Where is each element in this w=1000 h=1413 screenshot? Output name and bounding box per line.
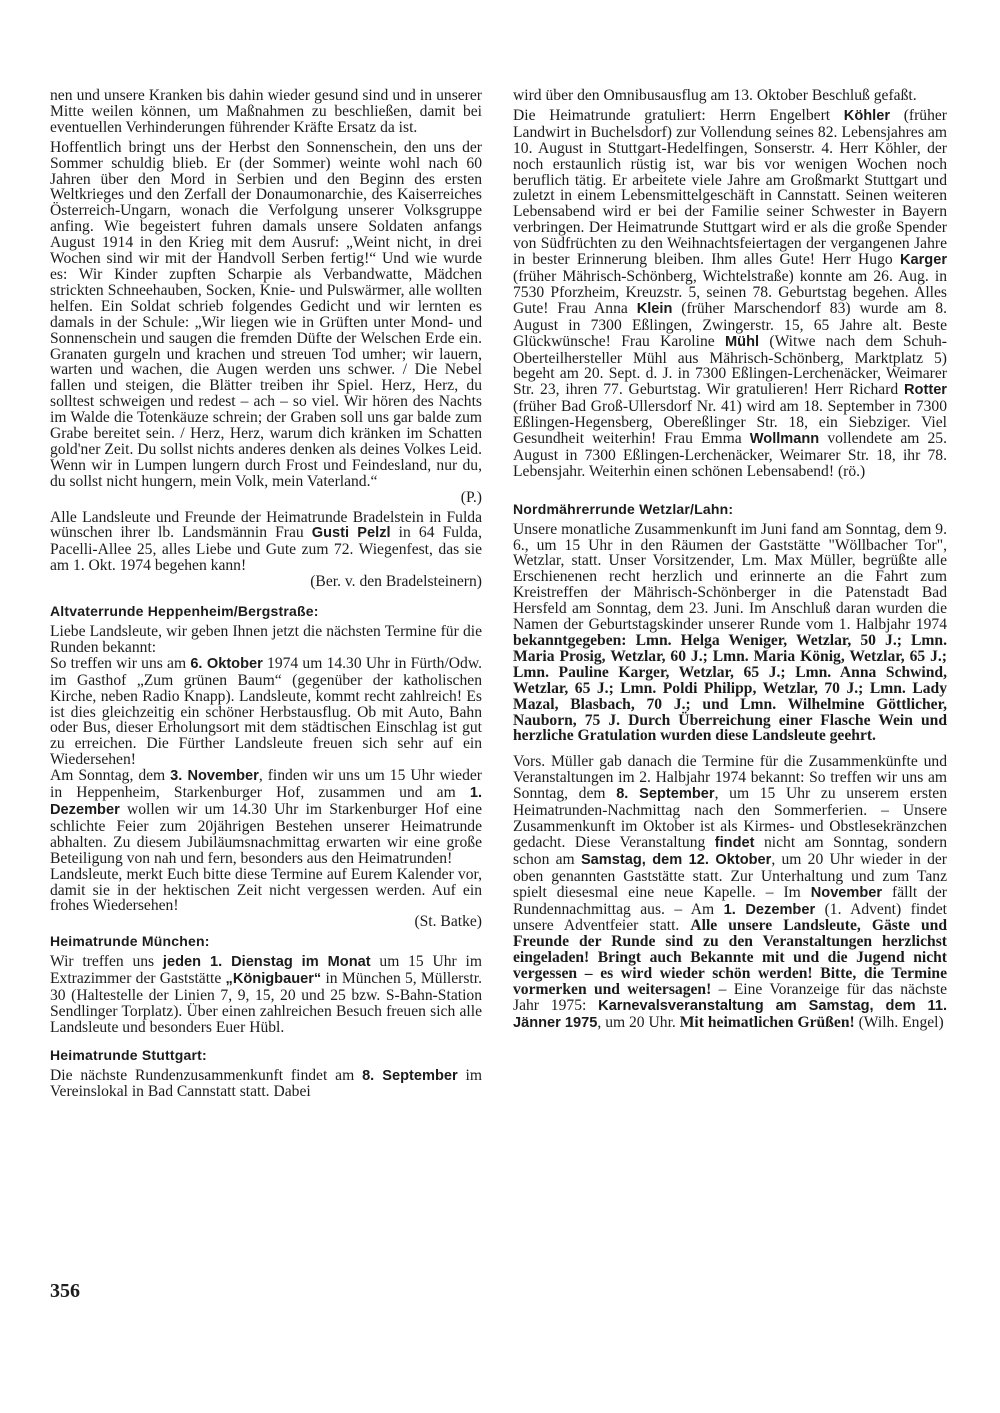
date-highlight: Samstag, dem 12. Oktober: [580, 851, 772, 868]
person-name: Rotter: [904, 382, 947, 399]
section-heading: Nordmährerrunde Wetzlar/Lahn:: [513, 500, 734, 517]
date-highlight: 8. September: [616, 786, 715, 803]
paragraph: Die Heimatrunde gratuliert: Herrn Engelbert Köhler (früher Landwirt in Buchelsdorf) zur Vollendung seines 82. Lebensjahres am 10. August in Stuttgart-Hedelfingen, Sonserstr. 4. Herr Köhler, der noch erstaunlich rüstig ist, war bis vor wenigen Wochen noch beruflich tätig. Er arbeitete viele Jahre am Großmarkt Stuttgart und zuletzt in einem Lebensmittelgeschäft in Cannstatt. Seinen weiteren Lebensabend wird er bei der Familie seiner Schwester in Bayern verbringen. Der Heimatrunde Stuttgart wird er als die große Spender von Südfrüchten zu den Weihnachtsfeiertagen der vergangenen Jahre in bester Erinnerung bleiben. Ihm alles Gute! Herr Hugo Karger (früher Mährisch-Schönberg, Wichtelstraße) konnte am 26. Aug. in 7530 Pforzheim, Kreuzstr. 5, seinen 78. Geburtstag begehen. Alles Gute! Frau Anna Klein (früher Marschendorf 83) wurde am 8. August in 7300 Eßlingen, Zwingerstr. 15, 65 Jahre alt. Beste Glückwünsche! Frau Karoline Mühl (Witwe nach dem Schuh-Oberteilhersteller Mühl aus Mährisch-Schönberg, Marktplatz 5) begeht am 20. Sept. d. J. in 7300 Eßlingen-Lerchenäcker, Weimarer Str. 23, ihren 77. Geburtstag. Wir gratulieren! Herr Richard Rotter (früher Bad Groß-Ullersdorf Nr. 41) wird am 18. September in 7300 Eßlingen-Hegensberg, Obereßlinger Str. 18, ein Siebziger. Viel Gesundheit weiterhin! Frau Emma Wollmann vollendete am 25. August in 7300 Eßlingen-Lerchenäcker, Weimarer Str. 18, ihr 78. Lebensjahr. Weiterhin einen schönen Lebensabend! (rö.): [513, 106, 947, 480]
bold-phrase: Karnevalsveranstaltung am Samstag, dem 11. Jänner 1975: [513, 997, 948, 1031]
date-highlight: 6. Oktober: [190, 655, 263, 672]
bold-phrase: Mit heimatlichen Grüßen!: [679, 1013, 855, 1031]
person-name: Mühl: [725, 333, 760, 350]
paragraph: Unsere monatliche Zusammenkunft im Juni fand am Sonntag, dem 9. 6., um 15 Uhr in den Räumen der Gaststätte "Wöllbacher Tor", Wetzlar, statt. Unser Vorsitzender, Lm. Max Müller, begrüßte alle Erschienenen recht herzlich und erinnerte an die Fahrt zum Kreistreffen der Mährisch-Schönberger in die Patenstadt Bad Hersfeld am Sonntag, dem 23. Juni. Im Anschluß daran wurden die Namen der Geburtstagskinder unserer Runde vom 1. Halbjahr 1974 bekanntgegeben: Lmn. Helga Weniger, Wetzlar, 50 J.; Lmn. Maria Prosig, Wetzlar, 60 J.; Lmn. Maria König, Wetzlar, 65 J.; Lmn. Pauline Karger, Wetzlar, 65 J.; Lmn. Anna Schwind, Wetzlar, 65 J.; Lmn. Poldi Philipp, Wetzlar, 70 J.; Lmn. Lady Mazal, Blasbach, 70 J.; und Lmn. Wilhelmine Göttlicher, Nauborn, 75 J. Durch Überreichung einer Flasche Wein und herzliche Gratulation wurden diese Landsleute geehrt.: [513, 520, 947, 745]
signature: (St. Batke): [414, 913, 482, 931]
date-highlight: 3. November: [170, 768, 259, 785]
person-name: Klein: [636, 300, 673, 317]
section-heading: Heimatrunde München:: [50, 933, 210, 950]
person-name: Gusti Pelzl: [311, 525, 391, 542]
section-heading: Altvaterrunde Heppenheim/Bergstraße:: [50, 603, 319, 620]
signature: (P.): [460, 488, 482, 506]
paragraph: wird über den Omnibusausflug am 13. Oktober Beschluß gefaßt.: [513, 87, 917, 104]
page-number: 356: [50, 1280, 80, 1302]
section-heading: Heimatrunde Stuttgart:: [50, 1046, 207, 1063]
paragraph: Wir treffen uns jeden 1. Dienstag im Monat um 15 Uhr im Extrazimmer der Gaststätte „Königbauer“ in München 5, Müllerstr. 30 (Haltestelle der Linien 7, 9, 15, 20 und 25 bzw. S-Bahn-Station Sendlinger Torplatz). Über einen zahlreichen Besuch freuen sich alle Landsleute und besonders Euer Hübl.: [50, 953, 482, 1036]
left-column: [50, 88, 482, 1104]
bold-phrase: Alle unsere Landsleute, Gäste und Freunde der Runde sind zu den Veranstaltungen herzlichst eingeladen! Bringt auch Bekannte mit und die Jugend nicht vergessen – es wird wieder schön werden! Bitte, die Termine vormerken und weitersagen!: [513, 917, 947, 999]
paragraph: So treffen wir uns am 6. Oktober 1974 um 14.30 Uhr in Fürth/Odw. im Gasthof „Zum grünen Baum“ (gegenüber der katholischen Kirche, neben Radio Knapp). Landsleute, kommt recht zahlreich! Es ist dies gleichzeitig ein schöner Herbstausflug. Ob mit Auto, Bahn oder Bus, dieser Erholungsort mit dem städtischen Einschlag ist gut zu erreichen. Die Fürther Landsleute freuen sich sehr auf ein Wiedersehen!: [50, 654, 482, 769]
date-highlight: 1. Dezember: [50, 785, 482, 818]
person-name: Wollmann: [749, 431, 820, 448]
person-name: Karger: [899, 252, 947, 269]
person-name: Köhler: [843, 107, 891, 124]
paragraph: Landsleute, merkt Euch bitte diese Termine auf Eurem Kalender vor, damit sie in der hektischen Zeit nicht vergessen werden. Auf ein frohes Wiedersehen! (St. Batke): [50, 865, 482, 931]
date-highlight: 8. September: [362, 1067, 458, 1084]
right-column: [513, 88, 947, 1036]
paragraph: Liebe Landsleute, wir geben Ihnen jetzt die nächsten Termine für die Runden bekannt:: [50, 623, 482, 656]
bold-phrase: bekanntgegeben: Lmn. Helga Weniger, Wetzlar, 50 J.; Lmn. Maria Prosig, Wetzlar, 60 J.; Lmn. Maria König, Wetzlar, 65 J.; Lmn. Pauline Karger, Wetzlar, 65 J.; Lmn. Anna Schwind, Wetzlar, 65 J.; Lmn. Poldi Philipp, Wetzlar, 70 J.; Lmn. Lady Mazal, Blasbach, 70 J.; und Lmn. Wilhelmine Göttlicher, Nauborn, 75 J. Durch Überreichung einer Flasche Wein und herzliche Gratulation wurden diese Landsleute geehrt.: [513, 632, 947, 745]
bold-phrase: jeden 1. Dienstag im Monat: [162, 954, 371, 971]
bold-phrase: findet: [714, 834, 755, 851]
paragraph: Vors. Müller gab danach die Termine für die Zusammenkünfte und Veranstaltungen im 2. Halbjahr 1974 bekannt: So treffen wir uns am Sonntag, dem 8. September, um 15 Uhr zu unserem ersten Heimatrunden-Nachmittag nach den Sommerferien. – Unsere Zusammenkunft im Oktober ist als Kirmes- und Obstlesekränzchen gedacht. Diese Veranstaltung findet nicht am Sonntag, sondern schon am Samstag, dem 12. Oktober, um 20 Uhr wieder in der oben genannten Gaststätte statt. Zur Unterhaltung und zum Tanz spielt diesesmal eine neue Kapelle. – Im November fällt der Rundennachmittag aus. – Am 1. Dezember (1. Advent) findet unsere Adventfeier statt. Alle unsere Landsleute, Gäste und Freunde der Runde sind zu den Veranstaltungen herzlichst eingeladen! Bringt auch Bekannte mit und die Jugend nicht vergessen – es wird wieder schön werden! Bitte, die Termine vormerken und weitersagen! – Eine Voranzeige für das nächste Jahr 1975: Karnevalsveranstaltung am Samstag, dem 11. Jänner 1975, um 20 Uhr. Mit heimatlichen Grüßen! (Wilh. Engel): [513, 753, 948, 1031]
paragraph: Am Sonntag, dem 3. November, finden wir uns um 15 Uhr wieder in Heppenheim, Starkenburger Hof, zusammen und am 1. Dezember wollen wir um 14.30 Uhr im Starkenburger Hof eine schlichte Feier zum 20jährigen Bestehen unserer Heimatrunde abhalten. Zu diesem Jubiläumsnachmittag erwarten wir eine große Beteiligung von nah und fern, besonders aus den Heimatrunden!: [50, 767, 482, 867]
paragraph: Die nächste Rundenzusammenkunft findet am 8. September im Vereinslokal in Bad Cannstatt statt. Dabei: [50, 1066, 482, 1101]
paragraph: Alle Landsleute und Freunde der Heimatrunde Bradelstein in Fulda wünschen ihrer lb. Landsmännin Frau Gusti Pelzl in 64 Fulda, Pacelli-Allee 25, alles Liebe und Gute zum 72. Wiegenfest, das sie am 1. Okt. 1974 begehen kann! (Ber. v. den Bradelsteinern): [50, 508, 482, 591]
signature: (Ber. v. den Bradelsteinern): [310, 573, 482, 591]
date-highlight: November: [810, 884, 883, 901]
place-name: „Königbauer“: [225, 971, 322, 988]
date-highlight: 1. Dezember: [723, 901, 816, 918]
paragraph: Hoffentlich bringt uns der Herbst den Sonnenschein, den uns der Sommer schuldig blieb. Er (der Sommer) weinte wohl nach 60 Jahren über den Mord in Serbien und den Beginn des ersten Weltkrieges und den Zerfall der Donaumonarchie, des Kaiserreiches Österreich-Ungarn, wonach die Verfolgung unserer Volksgruppe anfing. Wie begeistert fuhren damals unsere Soldaten anfangs August 1914 in den Krieg mit dem Ausruf: „Weint nicht, in drei Wochen sind wir mit der Handvoll Serben fertig!“ Und wie wurde es: Wir Kinder zupften Scharpie als Verbandwatte, Mädchen strickten Schneehauben, Socken, Knie- und Pulswärmer, alle wollten helfen. Ein Soldat schrieb folgendes Gedicht und wir lernten es damals in der Schule: „Wir liegen wie in Grüften unter Mond- und Sonnenschein und saugen die fremden Düfte der Welschen Erde ein. Granaten gurgeln und krachen und streuen Tod umher; wir lauern, warten und wachen, die Augen werden uns schwer. / Die Nebel fallen und steigen, die Blätter treiben ihr Spiel. Herz, Herz, du solltest schweigen und redest – ach – so viel. Wir hören des Nachts im Walde die Totenkäuze schrein; der Graben soll uns gar balde zum Grabe bereitet sein. / Herz, Herz, warum dich kränken im Schatten gold'ner Zeit. Du sollst nichts anderes denken als deines Volkes Leid. Wenn wir in Lumpen lungern durch Frost und Feindesland, nur du, du sollst nicht hungern, mein Volk, mein Vaterland.“ (P.): [50, 138, 482, 506]
paragraph: nen und unsere Kranken bis dahin wieder gesund sind und in unserer Mitte weilen können, um Maßnahmen zu beschließen, damit bei eventuellen Verhinderungen führender Kräfte Ersatz da ist.: [50, 87, 482, 136]
